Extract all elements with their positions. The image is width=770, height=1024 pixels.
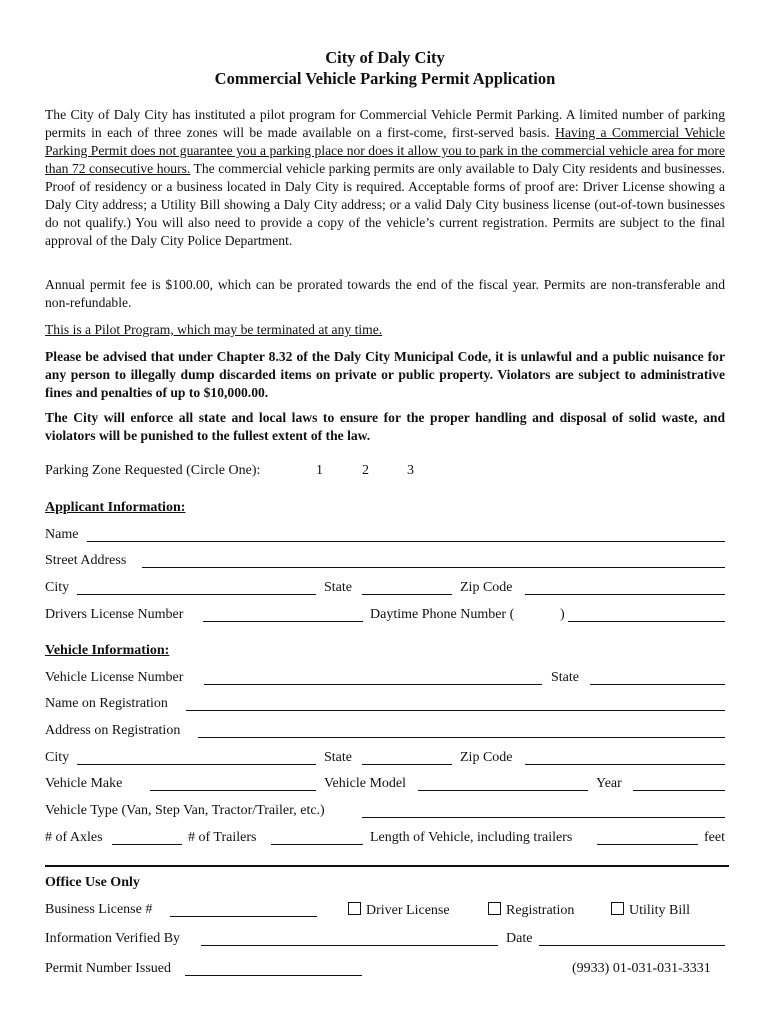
vehicle-city-field[interactable] [77,764,316,765]
zone-label: Parking Zone Requested (Circle One): [45,463,261,478]
zip-label: Zip Code [460,580,513,595]
registration-address-field[interactable] [198,737,725,738]
vehicle-year-label: Year [596,776,622,791]
business-license-field[interactable] [170,916,317,917]
applicant-heading: Applicant Information: [45,500,186,515]
document-subtitle: Commercial Vehicle Parking Permit Application [214,69,556,88]
vehicle-state2-label: State [324,750,352,765]
vehicle-type-field[interactable] [362,817,725,818]
length-label: Length of Vehicle, including trailers [370,830,573,845]
vehicle-state-label: State [551,670,579,685]
document-title: City of Daly City [325,48,445,67]
permit-number-label: Permit Number Issued [45,961,171,976]
vehicle-heading: Vehicle Information: [45,643,170,658]
pilot-notice: This is a Pilot Program, which may be terminated at any time. [45,322,383,337]
registration-name-label: Name on Registration [45,696,168,711]
drivers-license-field[interactable] [203,621,363,622]
vehicle-state2-field[interactable] [362,764,452,765]
trailers-field[interactable] [271,844,363,845]
vehicle-make-label: Vehicle Make [45,776,123,791]
vehicle-make-field[interactable] [150,790,316,791]
vehicle-model-field[interactable] [418,790,588,791]
intro-paragraph [45,106,725,250]
zone-option-3[interactable]: 3 [407,463,414,478]
driver-license-checkbox-label: Driver License [366,903,450,918]
vehicle-license-label: Vehicle License Number [45,670,184,685]
utility-bill-checkbox[interactable] [611,902,690,919]
verified-by-label: Information Verified By [45,931,181,946]
state-label: State [324,580,352,595]
intro-underlined-notice: Having a Commercial Vehicle Parking Permit does not guarantee you a parking place nor does it allow you to park in the commercial vehicle area for more than 72 consecutive hours. [45,125,725,176]
fee-paragraph: Annual permit fee is $100.00, which can be prorated towards the end of the fiscal year. Permits are non-transferable and non-refundable. [45,277,725,310]
trailers-label: # of Trailers [188,830,257,845]
registration-checkbox[interactable] [488,902,574,919]
permit-number-field[interactable] [185,975,362,976]
intro-text-end: The commercial vehicle parking permits are only available to Daly City residents and businesses. Proof of residency or a business located in Daly City is required. Acceptable forms of proof are: Driver License showing a Daly City address; a Utility Bill showing a Daly City address; or a valid Daly City business license (out-of-town businesses do not qualify.) You will also need to provide a copy of the vehicle’s current registration. Permits are subject to the final approval of the Daly City Police Department. [45,161,725,248]
business-license-label: Business License # [45,902,153,917]
enforcement-warning: The City will enforce all state and local laws to ensure for the proper handling and disposal of solid waste, and violators will be punished to the fullest extent of the law. [45,410,725,443]
phone-label: Daytime Phone Number ( [370,607,515,622]
street-field[interactable] [142,567,725,568]
vehicle-year-field[interactable] [633,790,725,791]
zip-field[interactable] [525,594,725,595]
registration-address-label: Address on Registration [45,723,181,738]
date-label: Date [506,931,533,946]
vehicle-type-label: Vehicle Type (Van, Step Van, Tractor/Trailer, etc.) [45,803,325,818]
office-heading: Office Use Only [45,875,140,890]
checkbox-icon [611,902,624,915]
verified-by-field[interactable] [201,945,498,946]
date-field[interactable] [539,945,725,946]
feet-label: feet [704,830,725,845]
registration-name-field[interactable] [186,710,725,711]
axles-label: # of Axles [45,830,103,845]
zone-option-1[interactable]: 1 [316,463,323,478]
length-field[interactable] [597,844,698,845]
city-field[interactable] [77,594,316,595]
phone-paren-close: ) [560,607,565,622]
street-label: Street Address [45,553,127,568]
city-label: City [45,580,70,595]
phone-field[interactable] [568,621,725,622]
section-divider [45,865,729,867]
utility-bill-checkbox-label: Utility Bill [629,903,691,918]
driver-license-checkbox[interactable] [348,902,450,919]
drivers-license-label: Drivers License Number [45,607,184,622]
axles-field[interactable] [112,844,182,845]
vehicle-state-field[interactable] [590,684,725,685]
registration-checkbox-label: Registration [506,903,575,918]
name-label: Name [45,527,79,542]
name-field[interactable] [87,541,725,542]
vehicle-model-label: Vehicle Model [324,776,407,791]
zone-option-2[interactable]: 2 [362,463,369,478]
vehicle-license-field[interactable] [204,684,542,685]
state-field[interactable] [362,594,452,595]
vehicle-zip-field[interactable] [525,764,725,765]
checkbox-icon [348,902,361,915]
vehicle-city-label: City [45,750,70,765]
vehicle-zip-label: Zip Code [460,750,513,765]
intro-text-start: The City of Daly City has instituted a pilot program for Commercial Vehicle Permit Parking. A limited number of parking permits in each of three zones will be made available on a first-come, first-served basis. [45,107,725,140]
checkbox-icon [488,902,501,915]
form-code: (9933) 01-031-031-3331 [572,961,711,976]
dumping-warning: Please be advised that under Chapter 8.32 of the Daly City Municipal Code, it is unlawful and a public nuisance for any person to illegally dump discarded items on private or public property. Violators are subject to administrative fines and penalties of up to $10,000.00. [45,349,725,400]
